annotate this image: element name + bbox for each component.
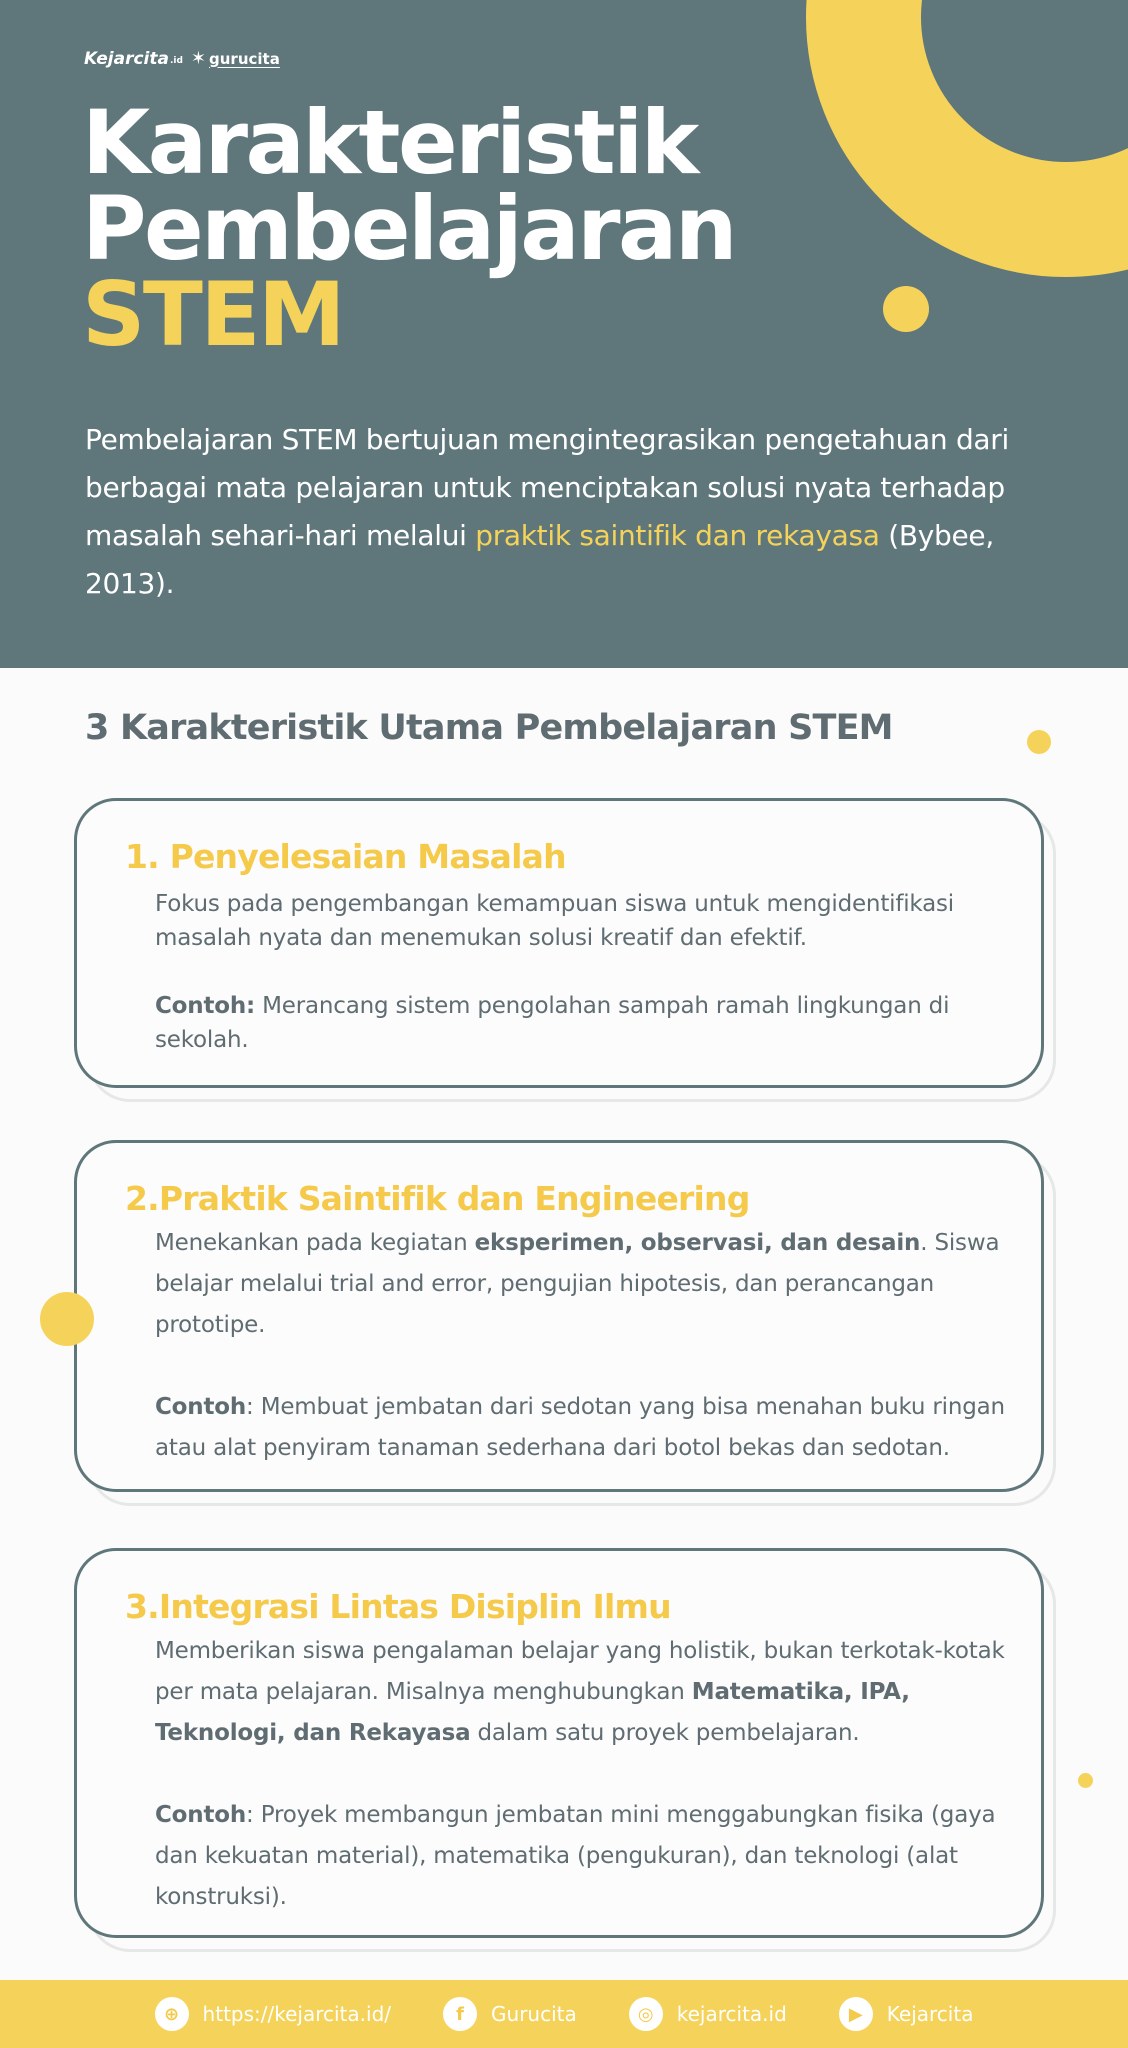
card-description [155, 1631, 1023, 1754]
youtube-icon: ▶ [839, 1997, 873, 2031]
footer-website: https://kejarcita.id/ [202, 2002, 392, 2026]
card-problem-solving [74, 798, 1044, 1088]
example-label: Contoh [155, 1802, 247, 1828]
card-title: 2.Praktik Saintifik dan Engineering [125, 1179, 750, 1218]
facebook-icon: f [443, 1997, 477, 2031]
card-example [155, 1387, 1015, 1469]
card-body [155, 887, 995, 1057]
card-title: 3.Integrasi Lintas Disiplin Ilmu [125, 1587, 671, 1626]
footer-youtube: Kejarcita [886, 2002, 974, 2026]
example-label: Contoh: [155, 993, 256, 1019]
decorative-dot [1027, 730, 1051, 754]
desc-part-1: Menekankan pada kegiatan [155, 1230, 475, 1256]
example-label: Contoh [155, 1394, 247, 1420]
gurucita-mark-icon: ✶ [190, 48, 207, 69]
footer-facebook-link[interactable] [443, 1997, 577, 2031]
card-example [155, 1795, 1023, 1918]
decorative-dot [883, 286, 929, 332]
desc-part-2: . Siswa belajar melalui trial and error, pengujian hipotesis, dan perancangan prototipe. [155, 1230, 1000, 1338]
desc-part-2: dalam satu proyek pembelajaran. [470, 1720, 860, 1746]
decorative-ring [806, 0, 1128, 277]
logo [84, 48, 280, 69]
page-title [82, 91, 736, 366]
card-title: 1. Penyelesaian Masalah [125, 837, 566, 876]
footer-website-link[interactable] [155, 1997, 391, 2031]
decorative-dot [1078, 1773, 1093, 1788]
section-title: 3 Karakteristik Utama Pembelajaran STEM [85, 708, 893, 748]
title-line-2: Pembelajaran [82, 177, 736, 280]
title-line-3: STEM [82, 263, 344, 366]
card-description: Fokus pada pengembangan kemampuan siswa untuk mengidentifikasi masalah nyata dan menemukan solusi kreatif dan efektif. [155, 891, 954, 951]
desc-bold: eksperimen, observasi, dan desain [474, 1230, 921, 1256]
logo-kejarcita-suffix: .id [169, 56, 183, 66]
card-scientific-practice [74, 1140, 1044, 1492]
hero-header [0, 0, 1128, 668]
footer [0, 1980, 1128, 2048]
intro-highlight: praktik saintifik dan rekayasa [475, 519, 880, 552]
footer-youtube-link[interactable] [839, 1997, 974, 2031]
card-description [155, 1223, 1015, 1346]
example-text: : Proyek membangun jembatan mini menggabungkan fisika (gaya dan kekuatan material), matematika (pengukuran), dan teknologi (alat konstruksi). [155, 1802, 996, 1910]
intro-part-2: (Bybee, 2013). [85, 519, 994, 600]
desc-bold: Matematika, IPA, Teknologi, dan Rekayasa [155, 1679, 910, 1746]
title-line-1: Karakteristik [82, 91, 697, 194]
card-body [155, 1223, 1015, 1469]
intro-part-1: Pembelajaran STEM bertujuan mengintegrasikan pengetahuan dari berbagai mata pelajaran untuk menciptakan solusi nyata terhadap masalah sehari-hari melalui [85, 423, 1009, 552]
footer-instagram: kejarcita.id [676, 2002, 787, 2026]
instagram-icon: ◎ [629, 1997, 663, 2031]
footer-instagram-link[interactable] [629, 1997, 787, 2031]
card-body [155, 1631, 1023, 1918]
globe-icon: ⊕ [155, 1997, 189, 2031]
footer-facebook: Gurucita [491, 2002, 577, 2026]
decorative-dot [40, 1292, 94, 1346]
example-text: Merancang sistem pengolahan sampah ramah lingkungan di sekolah. [155, 993, 950, 1053]
card-example [155, 989, 995, 1057]
logo-kejarcita: Kejarcita [84, 48, 169, 69]
card-interdisciplinary [74, 1548, 1044, 1938]
logo-gurucita: gurucita [209, 49, 280, 68]
example-text: : Membuat jembatan dari sedotan yang bisa menahan buku ringan atau alat penyiram tanaman sederhana dari botol bekas dan sedotan. [155, 1394, 1005, 1461]
desc-part-1: Memberikan siswa pengalaman belajar yang holistik, bukan terkotak-kotak per mata pelajaran. Misalnya menghubungkan [155, 1638, 1005, 1705]
intro-text [85, 416, 1045, 608]
